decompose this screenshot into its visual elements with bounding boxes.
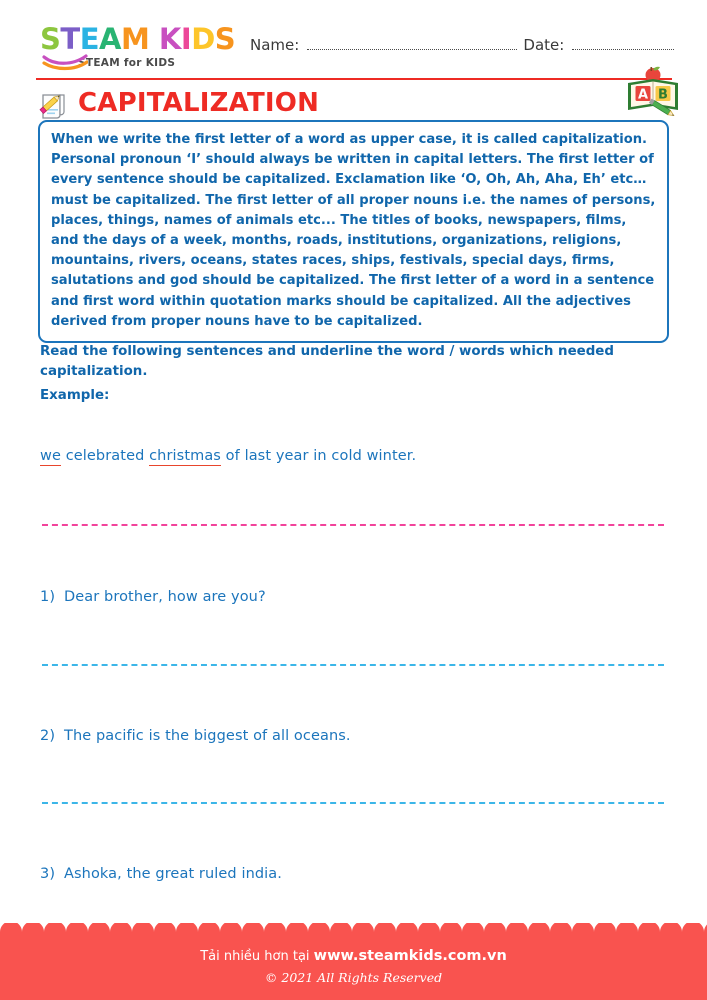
page-title: CAPITALIZATION [78,88,320,118]
logo-letter-7: I [180,22,192,56]
logo-letter-5: M [120,22,150,56]
title-row [36,82,676,124]
brand-logo-wordmark [40,22,236,56]
footer-site-url[interactable]: www.steamkids.com.vn [313,948,507,964]
name-date-row [250,36,680,62]
logo-letter-6: K [158,22,181,56]
brand-tagline: STEAM for KIDS [78,57,176,69]
example-underlined-word-2: christmas [149,448,221,464]
answer-separator-3 [42,802,664,804]
question-1-text: Dear brother, how are you? [64,589,266,605]
date-input[interactable] [572,48,674,50]
logo-space [149,25,159,54]
date-label: Date: [523,36,565,54]
logo-letter-2: T [60,22,80,56]
logo-letter-8: D [191,22,215,56]
name-label: Name: [250,36,300,54]
logo-letter-4: A [99,22,121,56]
info-box-text: When we write the first letter of a word as upper case, it is called capitalization. Personal pronoun ‘I’ should always be written in capital letters. The first letter of every sentence should be capitalized. Exclamation like ‘O, Oh, Ah, Aha, Eh’ etc… must be capitalized. The first letter of all proper nouns i.e. the names of persons, places, things, names of animals etc... The titles of books, newspapers, films, and the days of a week, months, roads, institutions, organizations, religions, mountains, rivers, oceans, states races, ships, festivals, special days, firms, salutations and god should be capitalized. The first letter of a word in a sentence and first word within quotation marks should be capitalized. All the adjectives derived from proper nouns have to be capitalized. [51,132,656,329]
title-divider [36,78,672,80]
pencil-paper-icon [36,86,70,120]
question-2-text: The pacific is the biggest of all oceans. [64,728,351,744]
question-3[interactable] [40,866,660,882]
svg-text:B: B [658,87,668,103]
example-sentence [40,448,660,464]
question-1-number: 1) [40,589,56,605]
question-3-text: Ashoka, the great ruled india. [64,866,282,882]
logo-letter-9: S [214,22,236,56]
question-1[interactable] [40,589,660,605]
footer-scallop-edge [0,923,707,935]
page-header [0,0,707,72]
logo-letter-1: S [40,22,61,56]
logo-letter-3: E [79,22,99,56]
question-3-number: 3) [40,866,56,882]
instruction-text: Read the following sentences and underline the word / words which needed capitalization. [40,344,614,379]
example-text-1: celebrated [60,448,150,464]
brand-logo [40,22,236,69]
question-2-number: 2) [40,728,56,744]
footer-site-line [0,948,707,964]
example-underlined-word-1: we [40,448,61,464]
abc-book-icon [623,66,685,118]
page-footer [0,932,707,1000]
footer-copyright: © 2021 All Rights Reserved [264,970,443,985]
answer-separator-2 [42,664,664,666]
question-2[interactable] [40,728,660,744]
svg-text:A: A [637,87,649,103]
footer-prefix: Tải nhiều hơn tại [200,949,314,964]
example-label: Example: [40,388,110,403]
name-input[interactable] [307,48,517,50]
answer-separator-1 [42,524,664,526]
example-text-2: of last year in cold winter. [220,448,417,464]
info-box [38,120,669,343]
